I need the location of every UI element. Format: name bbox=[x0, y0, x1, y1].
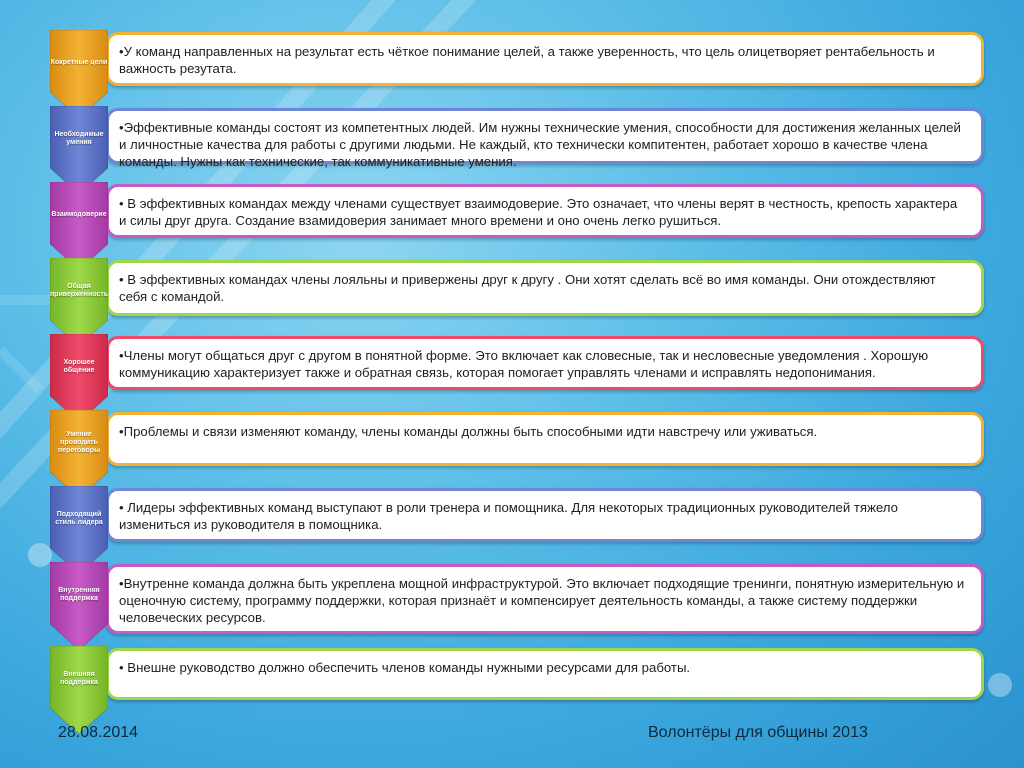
step-description: •Члены могут общаться друг с другом в понятной форме. Это включает как словесные, так и несловесные уведомления . Хорошую коммуникацию характеризует также и обратная связь, которая помогает управлять членами и исправлять недопонимания. bbox=[106, 336, 984, 390]
step-label: Общая приверженность bbox=[49, 283, 109, 298]
step-chevron bbox=[50, 562, 108, 654]
step-row bbox=[0, 106, 1024, 172]
step-row bbox=[0, 646, 1024, 712]
step-label: Хорошее общение bbox=[63, 359, 95, 374]
step-row bbox=[0, 30, 1024, 96]
step-row bbox=[0, 258, 1024, 324]
step-description: • В эффективных командах члены лояльны и привержены друг к другу . Они хотят сделать всё во имя команды. Они отождествляют себя с командой. bbox=[106, 260, 984, 316]
step-description: •Внутренне команда должна быть укреплена мощной инфраструктурой. Это включает подходящие тренинги, понятную измерительную и оценочную систему, программу поддержки, которая признаёт и компенсирует деятельность команды, а также систему поддержки человеческих ресурсов. bbox=[106, 564, 984, 634]
step-label: Необходимые умения bbox=[54, 131, 104, 146]
step-description: •У команд направленных на результат есть чёткое понимание целей, а также уверенность, что цель олицетворяет рентабельность и важность резутата. bbox=[106, 32, 984, 86]
step-label: Подходящий стиль лидера bbox=[55, 511, 103, 526]
step-description: • Внешне руководство должно обеспечить членов команды нужными ресурсами для работы. bbox=[106, 648, 984, 700]
step-row bbox=[0, 182, 1024, 248]
footer-organization: Волонтёры для общины 2013 bbox=[648, 724, 868, 741]
step-description: • В эффективных командах между членами существует взаимодоверие. Это означает, что члены верят в честность, крепость характера и силы друг друга. Создание взамидоверия занимает много времени и оно очень легко рушиться. bbox=[106, 184, 984, 238]
step-label: Внешняя поддержка bbox=[60, 671, 98, 686]
step-label: Умение проводить переговоры bbox=[57, 431, 101, 454]
step-description: •Проблемы и связи изменяют команду, члены команды должны быть способными идти навстречу или уживаться. bbox=[106, 412, 984, 466]
step-description: • Лидеры эффективных команд выступают в роли тренера и помощника. Для некоторых традиционных руководителей тяжело измениться из руководителя в помощника. bbox=[106, 488, 984, 542]
step-label: Взаимодоверие bbox=[51, 211, 107, 218]
step-row bbox=[0, 410, 1024, 476]
step-label: Кокретные цели bbox=[50, 59, 108, 66]
footer-date: 28.08.2014 bbox=[58, 724, 139, 741]
step-row bbox=[0, 562, 1024, 628]
step-label: Внутренняя поддержка bbox=[58, 587, 100, 602]
step-description: •Эффективные команды состоят из компетентных людей. Им нужны технические умения, способности для достижения желанных целей и личностные качества для работы с другими людьми. Не каждый, кто технически компитентен, работает хорошо в качестве члена команды. Нужны как технические, так коммуникативные умения. bbox=[106, 108, 984, 164]
step-row bbox=[0, 334, 1024, 400]
step-row bbox=[0, 486, 1024, 552]
